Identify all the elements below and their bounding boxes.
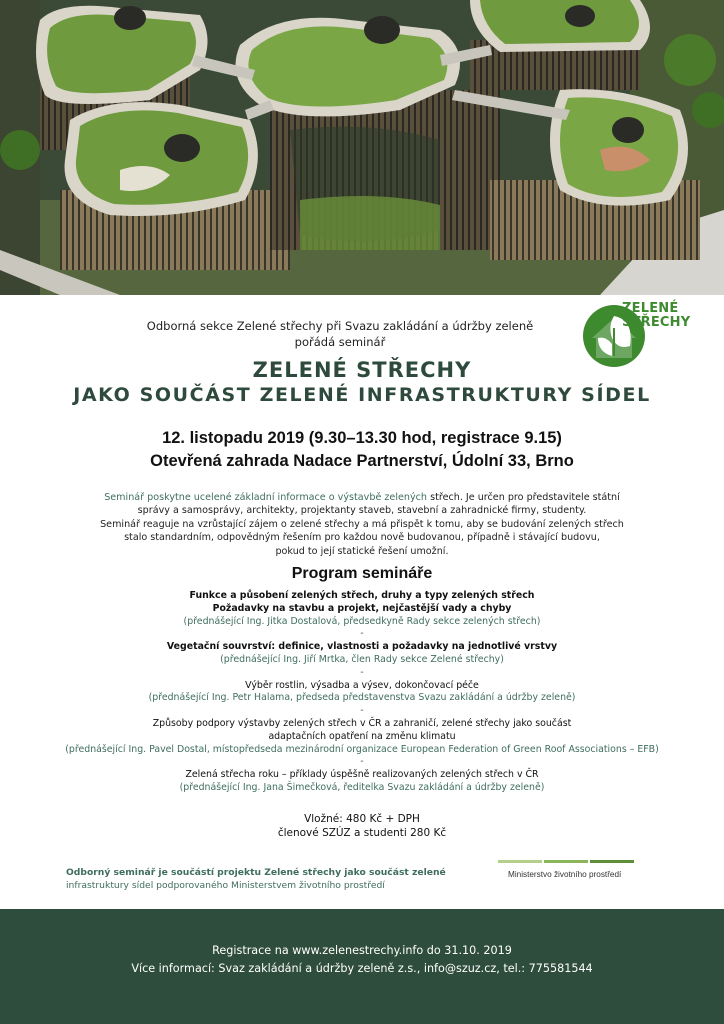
project-note (66, 866, 466, 892)
program-separator: - (360, 666, 364, 678)
hero-aerial-photo (0, 0, 724, 295)
ministry-name: Ministerstvo životního prostředí (508, 870, 622, 879)
fee-standard: Vložné: 480 Kč + DPH (304, 813, 420, 825)
organizer-line: Odborná sekce Zelené střechy při Svazu zakládání a údržby zeleně (146, 319, 534, 333)
program-item-lecturer: (přednášející Ing. Pavel Dostal, místopředseda mezinárodní organizace European Federation of Green Roof Associations – EFB) (65, 743, 659, 755)
program-separator: - (360, 756, 364, 768)
program-item-lecturer: (přednášející Ing. Jiří Mrtka, člen Rady sekce Zelené střechy) (220, 653, 504, 665)
program-separator: - (360, 628, 364, 640)
event-date: 12. listopadu 2019 (9.30–13.30 hod, registrace 9.15) (162, 429, 562, 447)
program-item-lecturer: (přednášející Ing. Jitka Dostalová, předsedkyně Rady sekce zelených střech) (183, 615, 541, 627)
program-item-topic: adaptačních opatření na změnu klimatu (268, 730, 456, 742)
logo-word-zelene: ZELENÉ (622, 301, 679, 316)
program-heading: Program semináře (291, 565, 433, 582)
description-line: Seminář reaguje na vzrůstající zájem o zelené střechy a má přispět k tomu, aby se budování zelených střech (100, 518, 624, 530)
green-roof-buildings-illustration (0, 0, 724, 295)
seminar-title: ZELENÉ STŘECHY (252, 358, 472, 382)
description-highlight: Seminář poskytne ucelené základní informace o výstavbě zelených (104, 492, 428, 503)
project-note-line: infrastruktury sídel podporovaného Ministerstvem životního prostředí (66, 880, 385, 891)
program-separator: - (360, 705, 364, 717)
organizer-intro (120, 318, 560, 350)
seminar-subtitle: JAKO SOUČÁST ZELENÉ INFRASTRUKTURY SÍDEL (73, 384, 651, 406)
description-line: pokud to její statické řešení umožní. (275, 545, 449, 557)
description-line: stalo standardním, odpovědným řešením pro každou nově budovanou, případně i stávající budovu, (124, 532, 600, 544)
logo-word-strechy: STŘECHY (622, 315, 691, 330)
fee-reduced: členové SZÚZ a studenti 280 Kč (277, 827, 447, 839)
program-item-topic: Způsoby podpory výstavby zelených střech v ČR a zahraničí, zelené střechy jako součást (152, 717, 572, 729)
project-note-line: Odborný seminář je součástí projektu Zelené střechy jako součást zelené (66, 867, 446, 878)
registration-info[interactable]: Registrace na www.zelenestrechy.info do 31.10. 2019 (212, 944, 512, 957)
program-item-topic: Zelená střecha roku – příklady úspěšně realizovaných zelených střech v ČR (185, 769, 539, 781)
description-line-rest: střech. Je určen pro představitele státní (427, 492, 620, 503)
logo-wordmark (622, 302, 690, 330)
ministry-logo-bars-icon (498, 860, 634, 864)
program-item-topic: Vegetační souvrství: definice, vlastnosti a požadavky na jednotlivé vrstvy (166, 641, 558, 653)
event-place: Otevřená zahrada Nadace Partnerství, Údolní 33, Brno (150, 452, 574, 470)
contact-info[interactable]: Více informací: Svaz zakládání a údržby zeleně z.s., info@szuz.cz, tel.: 775581544 (131, 962, 593, 975)
program-item-lecturer: (přednášející Ing. Jana Šimečková, ředitelka Svazu zakládání a údržby zeleně) (179, 781, 545, 793)
description-line: správy a samosprávy, architekty, projektanty staveb, stavební a zahradnické firmy, studenty. (137, 505, 587, 517)
announces-seminar-line: pořádá seminář (294, 335, 386, 349)
registration-fees (0, 812, 724, 840)
description-line (90, 491, 634, 504)
program-item-topic: Výběr rostlin, výsadba a výsev, dokončovací péče (245, 679, 479, 691)
seminar-description (90, 491, 634, 558)
ministry-logo (498, 860, 634, 890)
program-item-lecturer: (přednášející Ing. Petr Halama, předseda představenstva Svazu zakládání a údržby zeleně) (148, 692, 576, 704)
program-item-topic: Funkce a působení zelených střech, druhy a typy zelených střech (189, 590, 535, 601)
footer-banner (0, 909, 724, 1024)
program-list (20, 590, 704, 795)
program-item-topic: Požadavky na stavbu a projekt, nejčastější vady a chyby (212, 602, 512, 614)
